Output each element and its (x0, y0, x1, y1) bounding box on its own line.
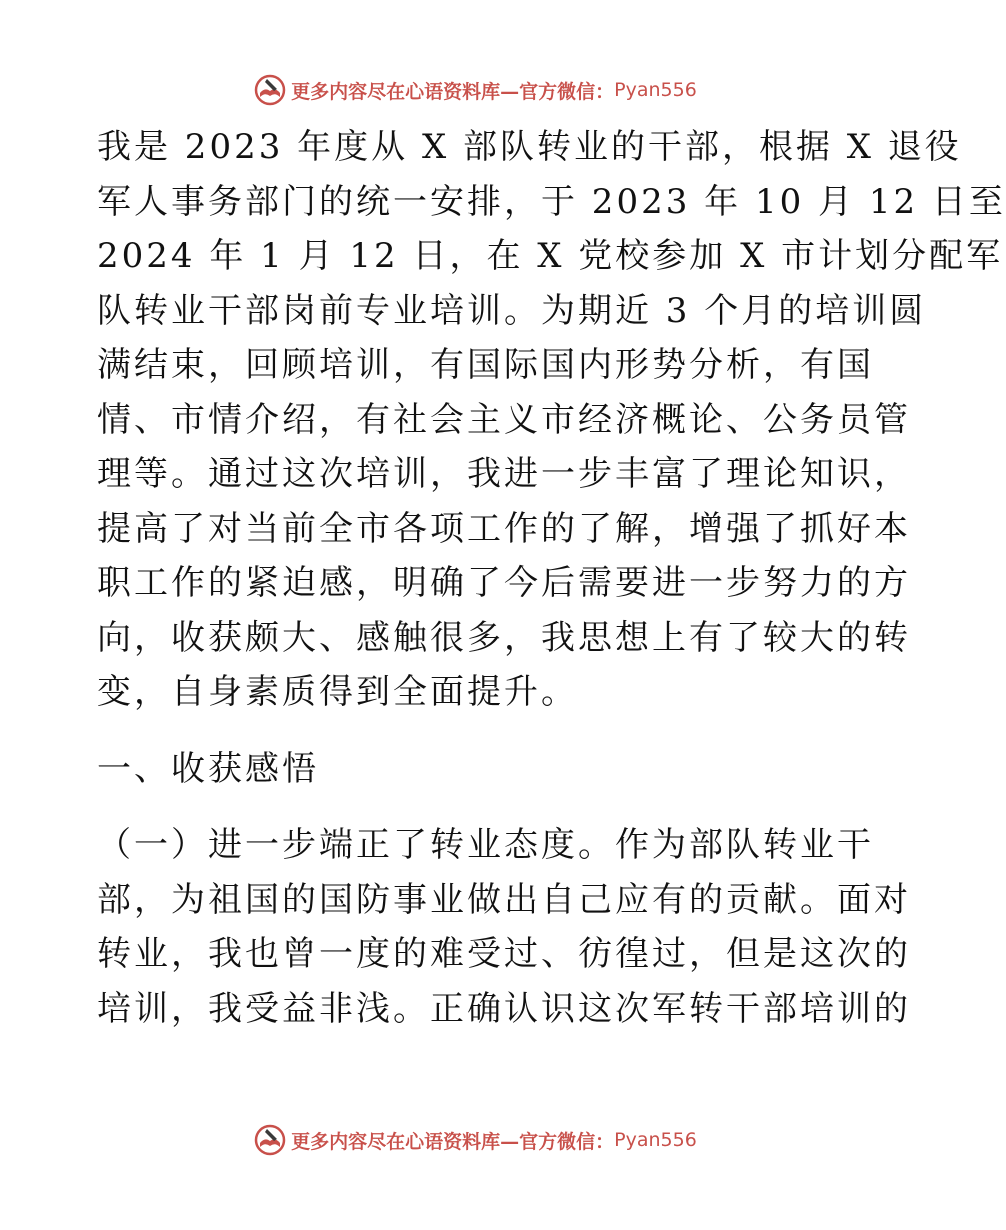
paragraph-1-1 (97, 818, 911, 1036)
text-line: 向，收获颇大、感触很多，我思想上有了较大的转 (97, 617, 911, 658)
text-line: 部，为祖国的国防事业做出自己应有的贡献。面对 (97, 879, 911, 920)
text-line: 培训，我受益非浅。正确认识这次军转干部培训的 (97, 988, 911, 1029)
book-quill-logo-icon (253, 73, 287, 107)
text-line: 情、市情介绍，有社会主义市经济概论、公务员管 (97, 399, 911, 440)
watermark-banner-top (0, 70, 950, 110)
text-line: 职工作的紧迫感，明确了今后需要进一步努力的方 (97, 563, 911, 603)
text-line: 满结束，回顾培训，有国际国内形势分析，有国 (97, 345, 874, 385)
paragraph-intro (97, 120, 1006, 720)
text-line: 军人事务部门的统一安排，于 2023 年 10 月 12 日至 (97, 181, 1006, 222)
book-quill-logo-icon (253, 1123, 287, 1157)
text-line: 转业，我也曾一度的难受过、彷徨过，但是这次的 (97, 934, 911, 974)
heading-text: 一、收获感悟 (97, 748, 319, 789)
watermark-promo-text: 更多内容尽在心语资料库—官方微信： (291, 1130, 615, 1153)
section-heading-1 (97, 742, 857, 797)
watermark-handle: Pyan556 (614, 79, 697, 101)
text-line: 提高了对当前全市各项工作的了解，增强了抓好本 (97, 508, 911, 549)
document-body (97, 120, 1006, 1036)
text-line: 2024 年 1 月 12 日，在 X 党校参加 X 市计划分配军 (97, 236, 1004, 276)
text-line: 理等。通过这次培训，我进一步丰富了理论知识， (97, 454, 911, 494)
text-line: （一）进一步端正了转业态度。作为部队转业干 (97, 825, 874, 865)
watermark-promo-text: 更多内容尽在心语资料库—官方微信： (291, 80, 615, 103)
text-line: 我是 2023 年度从 X 部队转业的干部，根据 X 退役 (97, 127, 962, 167)
text-line: 队转业干部岗前专业培训。为期近 3 个月的培训圆 (97, 290, 927, 331)
watermark-handle: Pyan556 (614, 1129, 697, 1151)
watermark-banner-bottom (0, 1120, 950, 1160)
text-line: 变，自身素质得到全面提升。 (97, 672, 578, 712)
